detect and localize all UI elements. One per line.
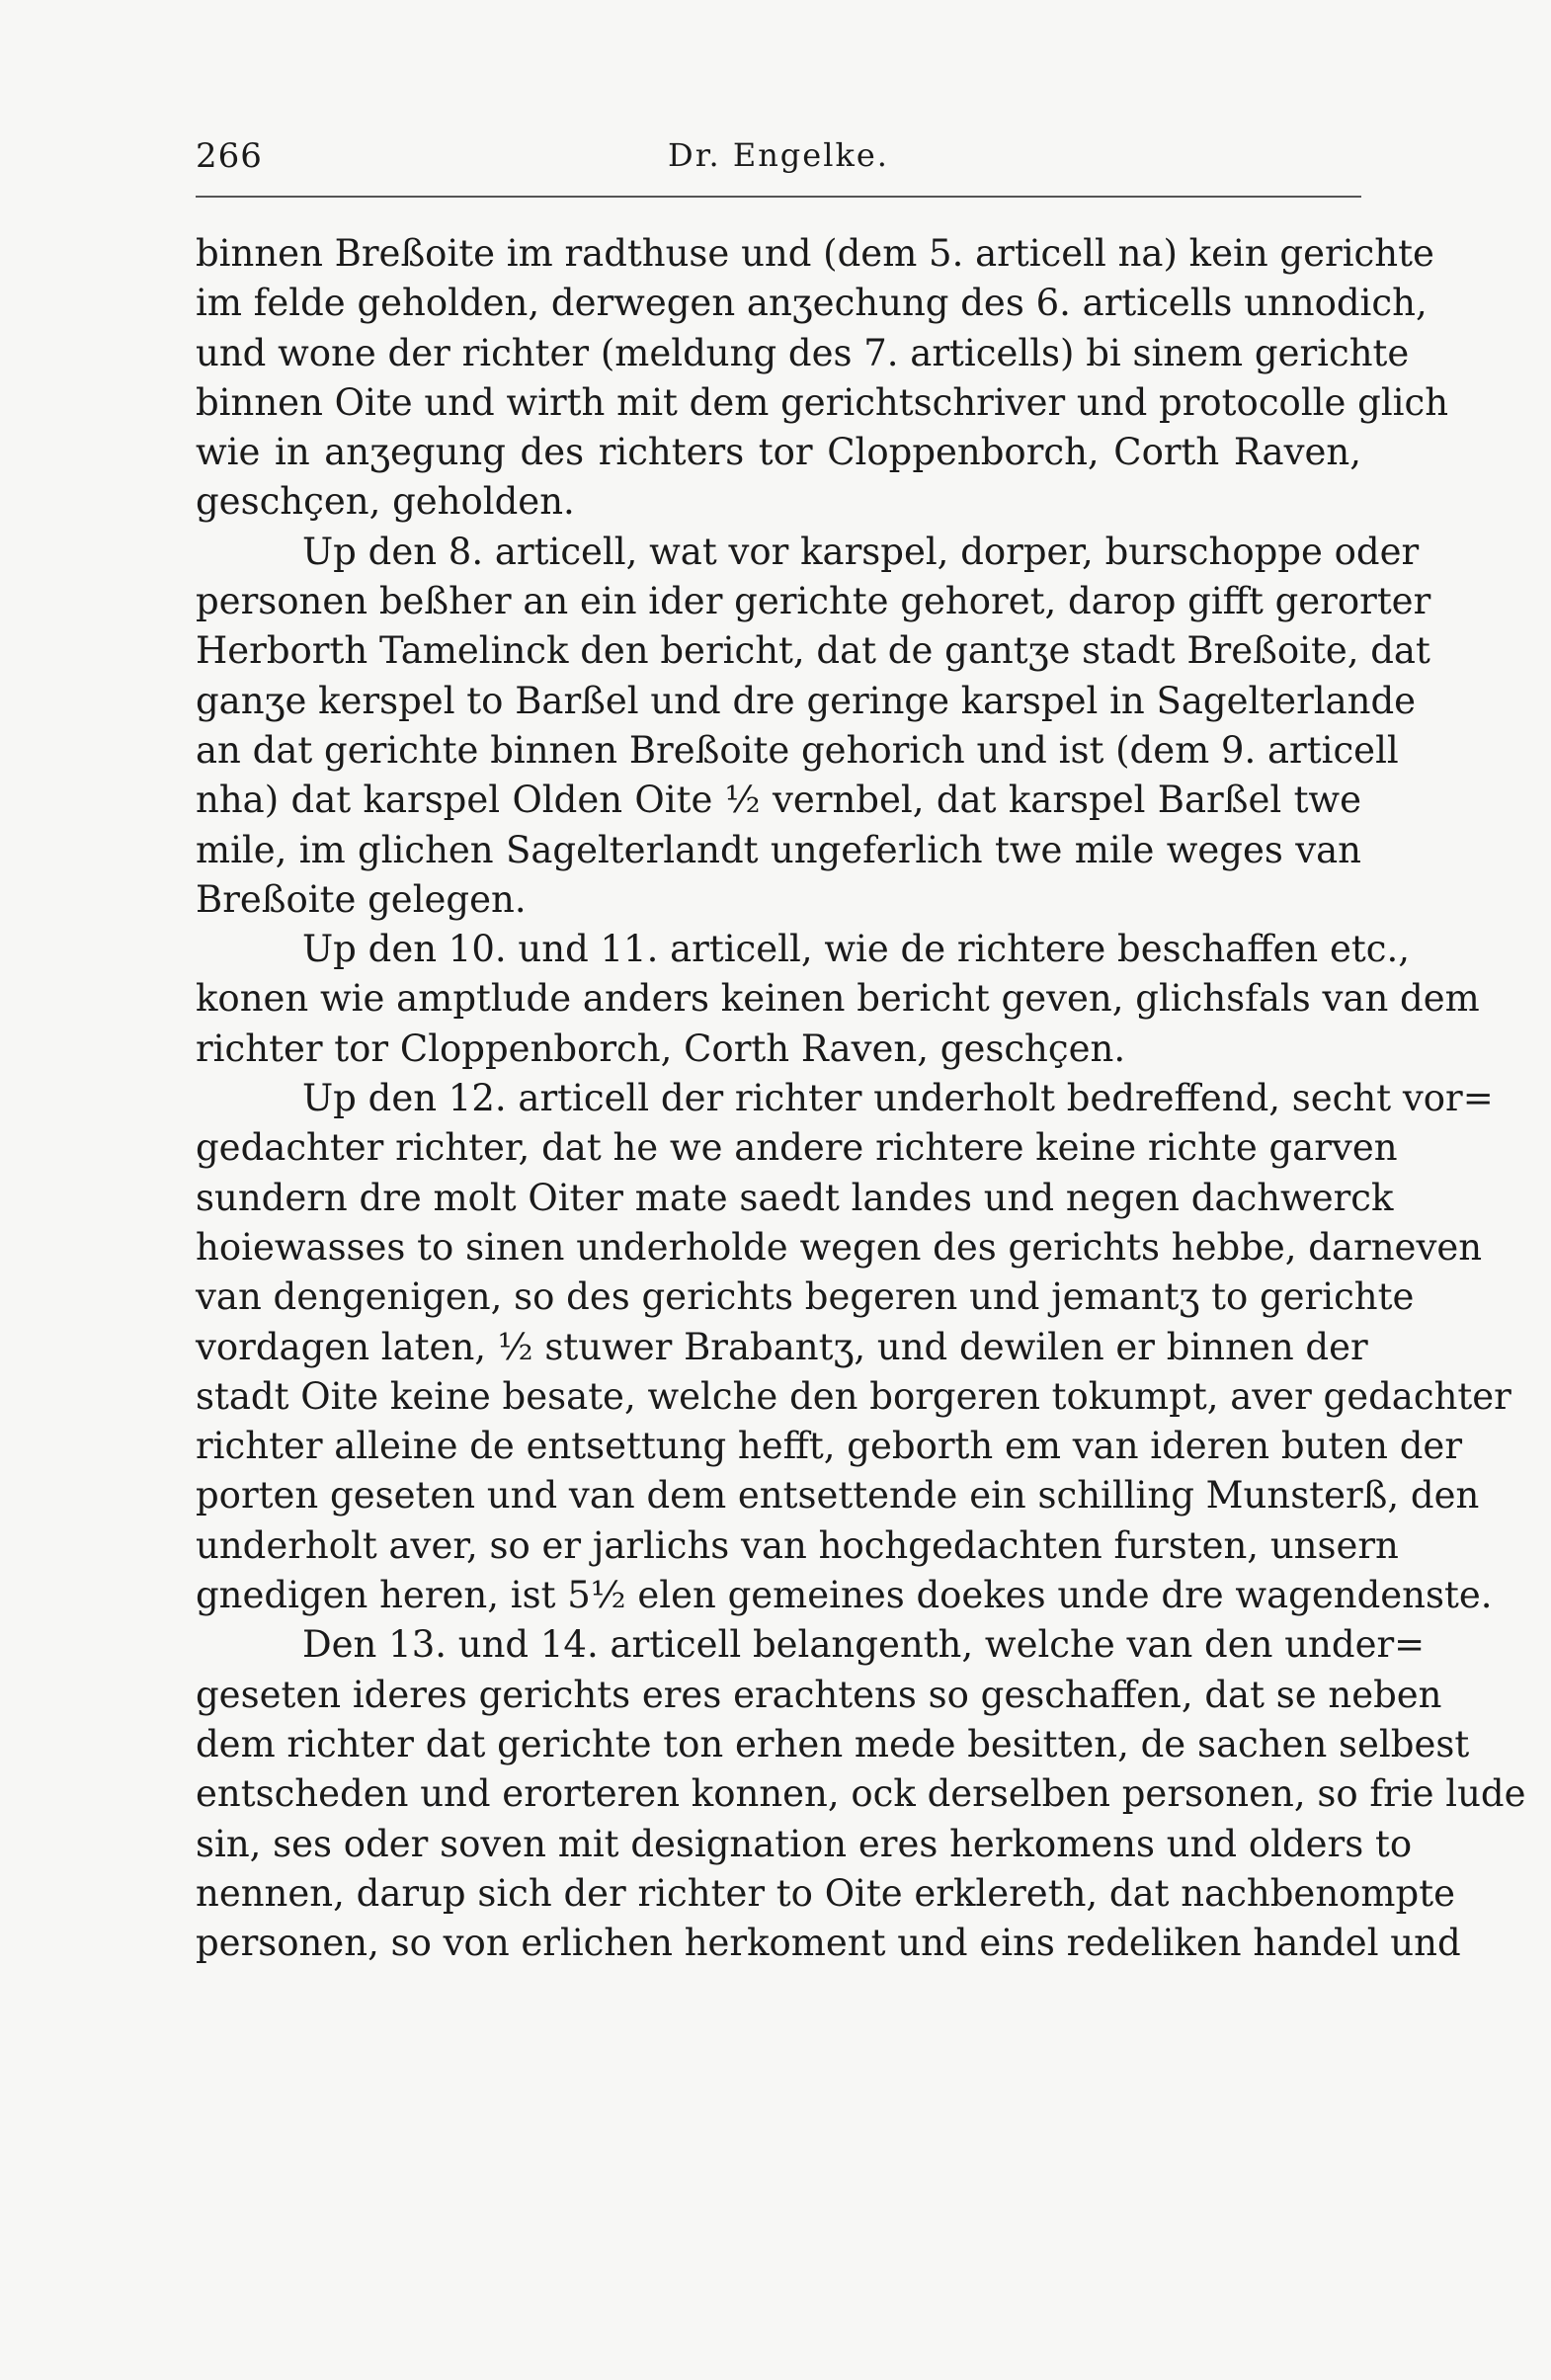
text-line: mile, im glichen Sagelterlandt ungeferlich twe mile weges van [196,828,1361,871]
text-line: Den 13. und 14. articell belangenth, welche van den under= [302,1623,1426,1667]
text-line: personen beßher an ein ider gerichte gehoret, darop gifft gerorter [196,580,1431,623]
paragraph [196,1074,1511,1620]
text-line: geschçen, geholden. [196,480,575,524]
header-rule [196,196,1361,198]
text-line: sin, ses oder soven mit designation eres herkomens und olders to [196,1822,1413,1865]
paragraph [196,1620,1526,1968]
text-line: stadt Oite keine besate, welche den borgeren tokumpt, aver gedachter [196,1374,1511,1418]
paragraph [196,229,1449,528]
text-line: hoiewasses to sinen underholde wegen des gerichts hebbe, darneven [196,1225,1483,1269]
text-line: personen, so von erlichen herkoment und eins redeliken handel und [196,1922,1461,1965]
text-line: sundern dre molt Oiter mate saedt landes und negen dachwerck [196,1176,1394,1219]
text-line: binnen Oite und wirth mit dem gerichtschriver und protocolle glich [196,380,1449,424]
paragraph [196,925,1480,1074]
text-line: binnen Breßoite im radthuse und (dem 5. articell na) kein gerichte [196,232,1434,275]
text-line: wie in anʒegung des richters tor Cloppenborch, Corth Raven, [196,431,1361,474]
text-line: underholt aver, so er jarlichs van hochgedachten fursten, unsern [196,1523,1399,1567]
text-line: Herborth Tamelinck den bericht, dat de gantʒe stadt Breßoite, dat [196,629,1430,673]
text-line: nennen, darup sich der richter to Oite erklereth, dat nachbenompte [196,1871,1455,1915]
text-line: und wone der richter (meldung des 7. articells) bi sinem gerichte [196,331,1410,374]
text-line: Up den 12. articell der richter underholt bedreffend, secht vor= [302,1077,1494,1120]
text-line: Up den 8. articell, wat vor karspel, dorper, burschoppe oder [302,530,1420,573]
text-line: van dengenigen, so des gerichts begeren und jemantʒ to gerichte [196,1275,1415,1319]
running-head: Dr. Engelke. [668,136,889,174]
text-line: dem richter dat gerichte ton erhen mede besitten, de sachen selbest [196,1722,1470,1765]
text-line: ganʒe kerspel to Barßel und dre geringe karspel in Sagelterlande [196,679,1417,722]
text-line: Up den 10. und 11. articell, wie de richtere beschaffen etc., [302,928,1411,971]
text-line: gedachter richter, dat he we andere richtere keine richte garven [196,1126,1398,1170]
text-line: im felde geholden, derwegen anʒechung des 6. articells unnodich, [196,282,1428,325]
text-line: an dat gerichte binnen Breßoite gehorich und ist (dem 9. articell [196,728,1399,772]
text-line: richter alleine de entsettung hefft, geborth em van ideren buten der [196,1425,1463,1468]
text-line: Breßoite gelegen. [196,877,527,921]
text-line: entscheden und erorteren konnen, ock derselben personen, so frie lude [196,1772,1526,1816]
text-line: konen wie amptlude anders keinen bericht geven, glichsfals van dem [196,977,1480,1021]
paragraph [196,528,1431,925]
text-line: gnedigen heren, ist 5½ elen gemeines doekes unde dre wagendenste. [196,1574,1493,1617]
text-line: nha) dat karspel Olden Oite ½ vernbel, dat karspel Barßel twe [196,779,1361,822]
text-line: geseten ideres gerichts eres erachtens so geschaffen, dat se neben [196,1673,1442,1716]
text-line: vordagen laten, ½ stuwer Brabantʒ, und dewilen er binnen der [196,1325,1368,1368]
text-line: porten geseten und van dem entsettende ein schilling Munsterß, den [196,1474,1480,1518]
text-line: richter tor Cloppenborch, Corth Raven, geschçen. [196,1026,1126,1070]
body-text [196,229,1526,1968]
page-header [196,136,1361,196]
page-number: 266 [196,136,263,176]
